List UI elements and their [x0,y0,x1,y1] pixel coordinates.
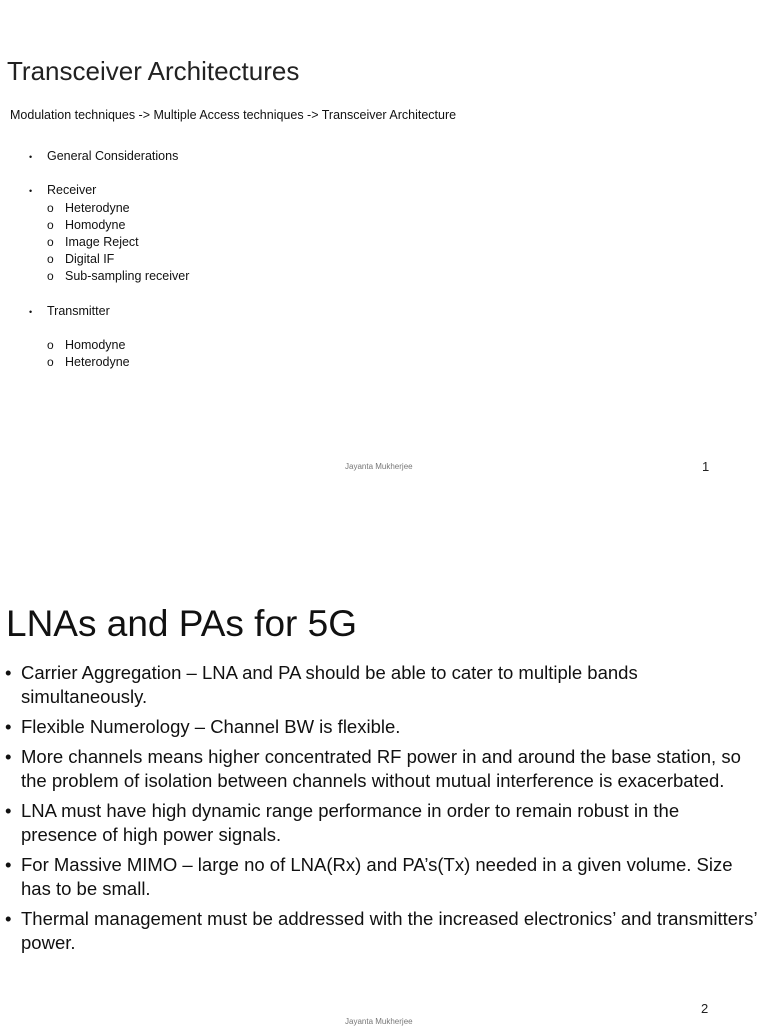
sub-item-label: Image Reject [65,234,139,249]
sub-item-label: Heterodyne [65,355,130,370]
outline-item-label: Receiver [47,183,97,198]
slide-1-subtitle: Modulation techniques -> Multiple Access techniques -> Transceiver Architecture [10,108,457,122]
outline-item-label: Transmitter [47,303,110,318]
sub-item-label: Digital IF [65,252,115,267]
sub-bullet-icon: o [47,252,54,267]
sub-bullet-icon: o [47,355,54,370]
list-item-text: Thermal management must be addressed with the increased electronics’ and transmitters’ power. [21,908,757,954]
footer-author: Jayanta Mukherjee [345,462,413,471]
list-item [0,745,768,794]
bullet-icon: • [5,745,12,767]
bullet-icon: • [29,306,33,317]
sub-item-label: Homodyne [65,217,126,232]
list-item-text: For Massive MIMO – large no of LNA(Rx) and PA’s(Tx) needed in a given volume. Size has to be small. [21,854,733,900]
list-item [0,799,768,848]
list-item-text: LNA must have high dynamic range performance in order to remain robust in the presence of high power signals. [21,799,680,846]
bullet-icon: • [5,854,12,876]
outline-item-label: General Considerations [47,149,179,163]
sub-bullet-icon: o [47,217,54,232]
list-item [0,661,768,710]
footer-author: Jayanta Mukherjee [345,1017,413,1026]
list-item [0,715,768,739]
bullet-icon: • [5,716,12,738]
bullet-icon: • [5,908,12,930]
list-item-text: More channels means higher concentrated RF power in and around the base station, so the problem of isolation between channels without mutual interference is exacerbated. [21,745,741,792]
sub-item-label: Homodyne [65,338,126,353]
sub-bullet-icon: o [47,338,54,353]
bullet-icon: • [29,186,33,197]
sub-bullet-icon: o [47,234,54,249]
sub-bullet-icon: o [47,269,54,284]
list-item [0,853,768,902]
slide-2-title: LNAs and PAs for 5G [6,603,357,644]
bullet-icon: • [5,799,12,821]
bullet-icon: • [29,152,33,162]
bullet-icon: • [5,662,12,683]
slide-1-title: Transceiver Architectures [7,56,300,86]
sub-bullet-icon: o [47,200,54,215]
slide-2-bullet-list [0,661,768,961]
sub-item-label: Sub-sampling receiver [65,269,190,284]
slide-2 [0,512,768,1024]
list-item [0,907,768,956]
list-item-text: Carrier Aggregation – LNA and PA should be able to cater to multiple bands simultaneously. [21,662,638,708]
slide-1 [0,0,768,512]
list-item-text: Flexible Numerology – Channel BW is flexible. [21,716,401,738]
sub-item-label: Heterodyne [65,200,130,215]
page-number: 1 [702,459,710,474]
page-number: 2 [701,1001,709,1016]
